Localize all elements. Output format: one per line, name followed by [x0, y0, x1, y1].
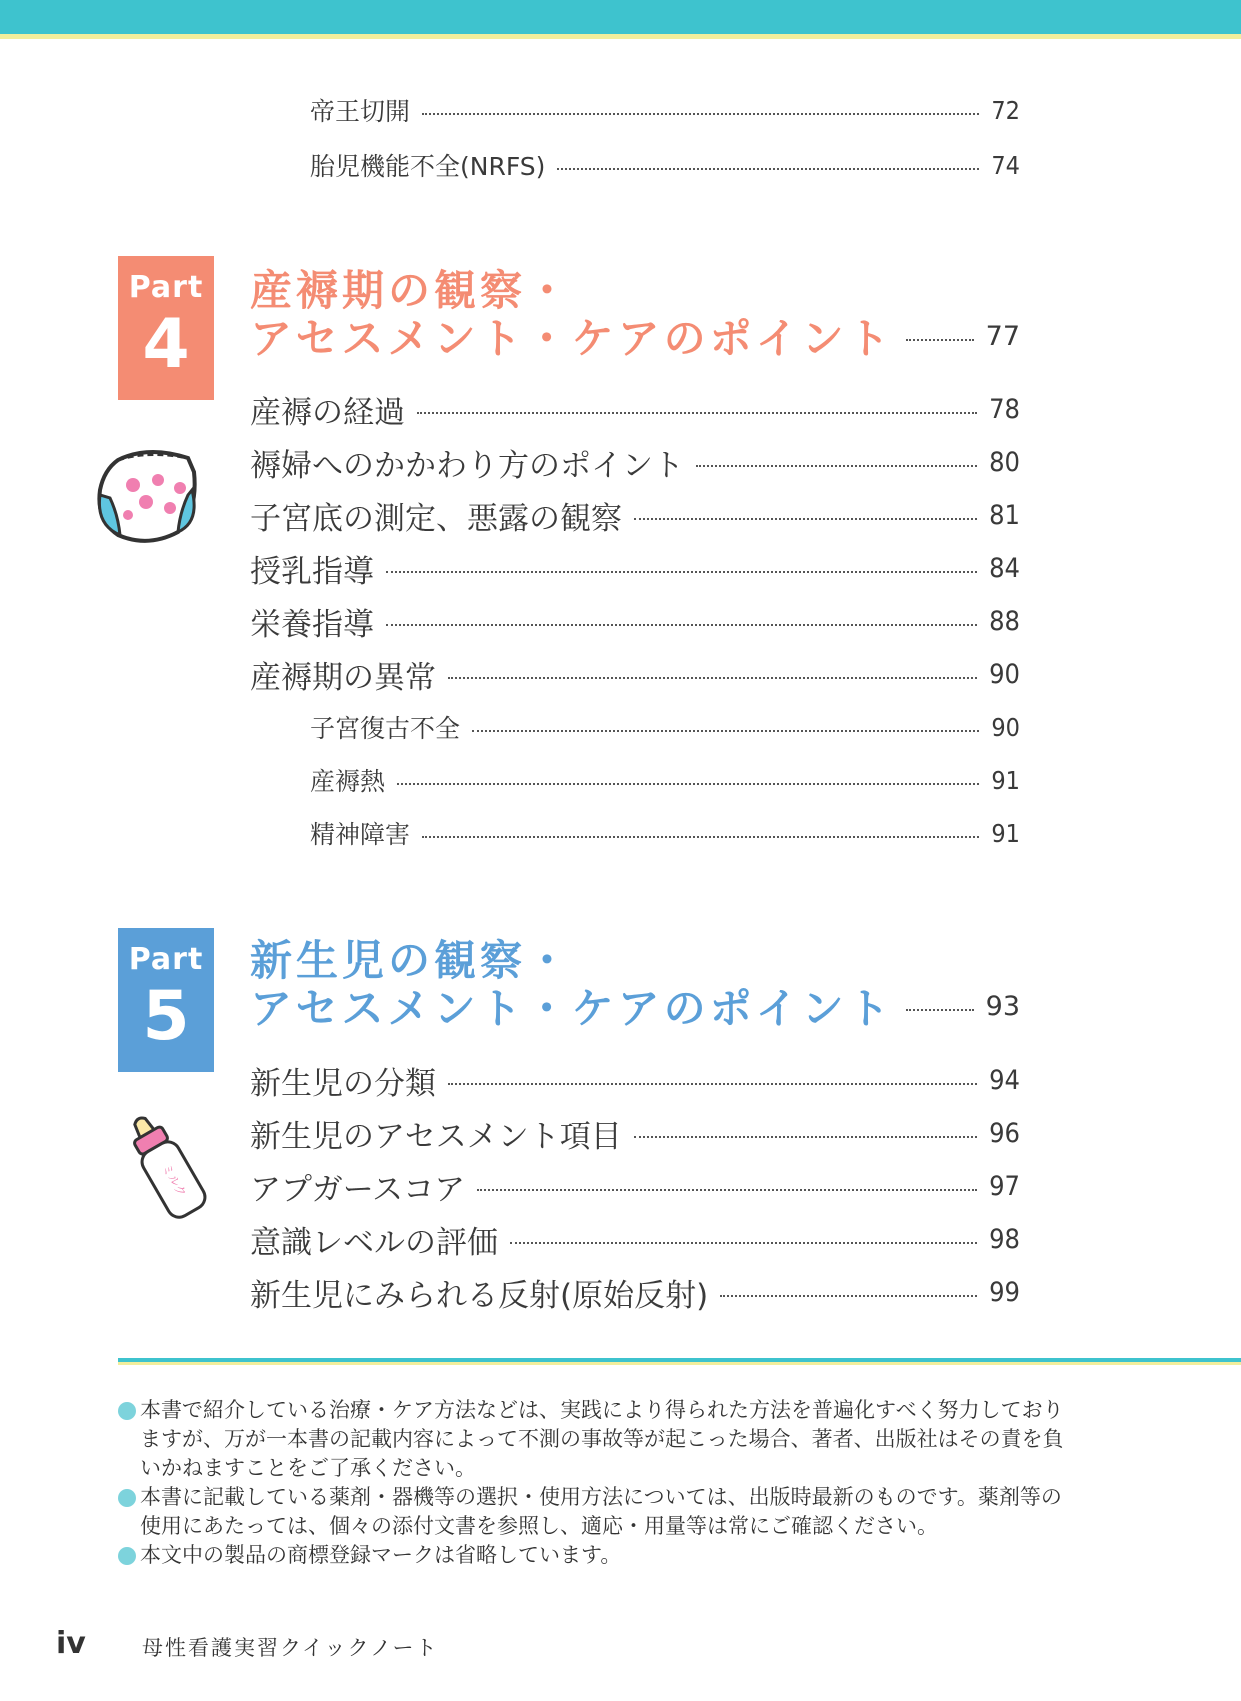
toc-entry-label: 意識レベルの評価: [250, 1224, 498, 1261]
part-5-title-line1: 新生児の観察・: [250, 936, 573, 985]
part-4-page: 77: [985, 320, 1020, 352]
toc-entry-page: 72: [991, 95, 1020, 125]
toc-entry-page: 84: [989, 552, 1020, 584]
note-text: 本書で紹介している治療・ケア方法などは、実践により得られた方法を普遍化すべく努力しておりますが、万が一本書の記載内容によって不測の事故等が起こった場合、著者、出版社はその責を負いかねますことをご了承ください。: [140, 1398, 1064, 1480]
part-4-title-line1: 産褥期の観察・: [250, 266, 573, 315]
note-text: 本文中の製品の商標登録マークは省略しています。: [140, 1543, 622, 1567]
part-5-badge: [118, 928, 214, 1072]
leader-dots: [906, 1009, 974, 1011]
toc-entry-page: 90: [991, 712, 1020, 742]
leader-dots: [696, 465, 977, 467]
toc-entry[interactable]: [310, 707, 1020, 747]
section-divider-accent: [118, 1362, 1241, 1365]
leader-dots: [397, 783, 979, 785]
toc-entry[interactable]: [250, 654, 1020, 694]
header-accent-line: [0, 34, 1241, 39]
leader-dots: [422, 113, 979, 115]
toc-entry-page: 96: [989, 1117, 1020, 1149]
toc-entry[interactable]: [250, 1113, 1020, 1153]
footer-book-title: 母性看護実習クイックノート: [142, 1636, 439, 1660]
toc-entry[interactable]: [310, 760, 1020, 800]
toc-entry-page: 80: [989, 446, 1020, 478]
toc-entry-label: 褥婦へのかかわり方のポイント: [250, 447, 684, 484]
toc-entry-label: 新生児にみられる反射(原始反射): [250, 1277, 709, 1314]
leader-dots: [448, 1083, 977, 1085]
toc-entry[interactable]: [250, 389, 1020, 429]
part-5-page: 93: [985, 990, 1020, 1022]
toc-entry-page: 91: [991, 818, 1020, 848]
part-5-title-line2: アセスメント・ケアのポイント: [250, 984, 894, 1033]
bullet-icon: [118, 1402, 136, 1420]
disclaimer-notes: [118, 1396, 1078, 1570]
footer-page-number: iv: [56, 1626, 86, 1661]
bullet-icon: [118, 1547, 136, 1565]
toc-entry-page: 78: [989, 393, 1020, 425]
toc-entry-page: 99: [989, 1276, 1020, 1308]
diaper-icon: [88, 440, 208, 550]
toc-entry[interactable]: [250, 1060, 1020, 1100]
toc-entry[interactable]: [250, 442, 1020, 482]
part-number: 5: [142, 977, 190, 1056]
note-text: 本書に記載している薬剤・器機等の選択・使用方法については、出版時最新のものです。薬剤等の使用にあたっては、個々の添付文書を参照し、適応・用量等は常にご確認ください。: [140, 1485, 1062, 1538]
toc-entry-label: 胎児機能不全(NRFS): [310, 152, 546, 181]
toc-entry-page: 81: [989, 499, 1020, 531]
toc-entry[interactable]: [310, 813, 1020, 853]
header-bar: [0, 0, 1241, 34]
leader-dots: [510, 1242, 977, 1244]
toc-entry-page: 98: [989, 1223, 1020, 1255]
leader-dots: [906, 339, 974, 341]
toc-entry-page: 88: [989, 605, 1020, 637]
toc-entry[interactable]: [250, 1166, 1020, 1206]
toc-entry[interactable]: [310, 145, 1020, 185]
part-4-title-row[interactable]: [250, 310, 1020, 362]
toc-entry[interactable]: [250, 1272, 1020, 1312]
toc-entry-label: 子宮復古不全: [310, 714, 461, 743]
note-item: [118, 1483, 1078, 1541]
bullet-icon: [118, 1489, 136, 1507]
toc-entry-label: 授乳指導: [250, 553, 374, 590]
part-word: Part: [128, 270, 204, 305]
toc-entry-label: 産褥期の異常: [250, 659, 436, 696]
note-item: [118, 1396, 1078, 1483]
toc-entry[interactable]: [310, 90, 1020, 130]
toc-entry-label: 新生児の分類: [250, 1065, 436, 1102]
toc-entry[interactable]: [250, 548, 1020, 588]
toc-entry-label: 精神障害: [310, 820, 411, 849]
leader-dots: [634, 518, 977, 520]
part-4-title-line2: アセスメント・ケアのポイント: [250, 314, 894, 363]
leader-dots: [720, 1295, 977, 1297]
toc-entry-page: 90: [989, 658, 1020, 690]
part-number: 4: [142, 305, 190, 384]
leader-dots: [448, 677, 977, 679]
leader-dots: [472, 730, 979, 732]
toc-entry-page: 94: [989, 1064, 1020, 1096]
part-4-badge: [118, 256, 214, 400]
toc-entry-page: 74: [991, 150, 1020, 180]
leader-dots: [417, 412, 977, 414]
leader-dots: [386, 624, 977, 626]
part-word: Part: [128, 942, 204, 977]
toc-entry-label: 産褥熱: [310, 767, 386, 796]
toc-entry-label: 栄養指導: [250, 606, 374, 643]
bottle-label: ミルク: [158, 1161, 190, 1200]
leader-dots: [634, 1136, 977, 1138]
toc-entry-label: 帝王切開: [310, 97, 411, 126]
leader-dots: [477, 1189, 977, 1191]
leader-dots: [557, 168, 979, 170]
toc-entry-page: 91: [991, 765, 1020, 795]
leader-dots: [386, 571, 977, 573]
toc-entry-label: 産褥の経過: [250, 394, 405, 431]
baby-bottle-icon: [118, 1110, 218, 1230]
toc-entry-label: 新生児のアセスメント項目: [250, 1118, 622, 1155]
leader-dots: [422, 836, 979, 838]
part-5-title-row[interactable]: [250, 980, 1020, 1032]
toc-entry[interactable]: [250, 495, 1020, 535]
note-item: [118, 1541, 1078, 1570]
toc-entry-page: 97: [989, 1170, 1020, 1202]
toc-entry[interactable]: [250, 1219, 1020, 1259]
toc-entry-label: 子宮底の測定、悪露の観察: [250, 500, 622, 537]
toc-entry-label: アプガースコア: [250, 1171, 466, 1208]
toc-entry[interactable]: [250, 601, 1020, 641]
